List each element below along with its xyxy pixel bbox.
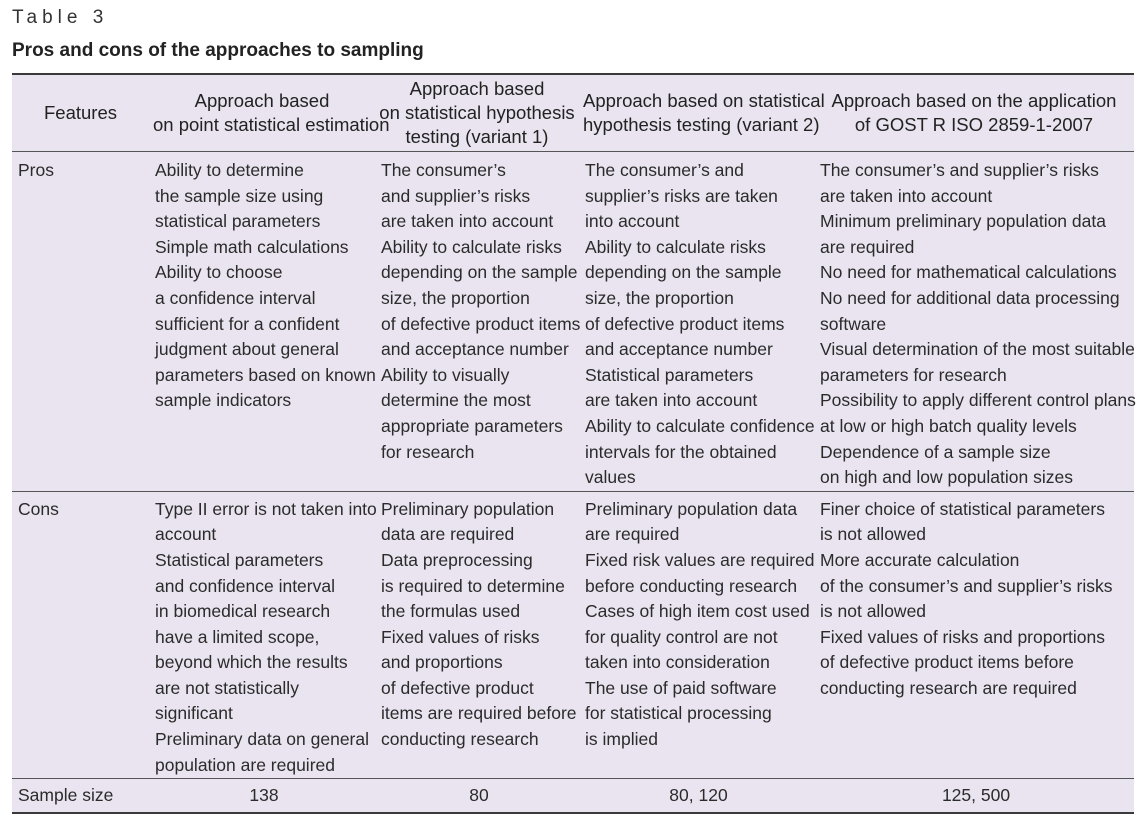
cell-line: Fixed values of risks and proportions — [820, 626, 1105, 647]
cell-line: Fixed values of risks — [381, 626, 540, 647]
cell-line: Ability to calculate confidence — [585, 415, 815, 436]
cell-line: sufficient for a confident — [155, 313, 340, 334]
cell-line: Ability to calculate risks — [585, 236, 766, 257]
cell-line: determine the most — [381, 390, 531, 411]
cell-line: the formulas used — [381, 601, 521, 622]
cell-line: items are required before — [381, 703, 577, 724]
row-label-sample-size: Sample size — [18, 784, 114, 805]
header-hypothesis-v1 — [375, 74, 579, 152]
table-row-cons — [12, 491, 1134, 779]
cell-line: Type II error is not taken into — [155, 498, 377, 519]
cell-line: Ability to calculate risks — [381, 236, 562, 257]
header-features — [12, 74, 149, 152]
sample-size-gost: 125, 500 — [941, 784, 1011, 805]
cell-line: Finer choice of statistical parameters — [820, 498, 1105, 519]
header-hypothesis-v2 — [579, 74, 825, 152]
cell-line: Cases of high item cost used — [585, 601, 810, 622]
cell-line: of defective product — [381, 677, 534, 698]
cell-cons-hypothesis-v1 — [375, 491, 579, 779]
header-point-estimation — [149, 74, 390, 152]
cell-line: Ability to choose — [155, 262, 283, 283]
cell-line: size, the proportion — [585, 287, 734, 308]
sample-size-hypothesis-v1: 80 — [469, 784, 489, 805]
cell-line: hypothesis testing (variant 2) — [583, 114, 820, 135]
row-label-cons: Cons — [12, 491, 149, 779]
table-title: Pros and cons of the approaches to sampling — [12, 40, 424, 61]
cell-line: are required — [820, 236, 915, 257]
cell-cons-hypothesis-v2 — [579, 491, 814, 779]
cell-line: depending on the sample — [381, 262, 578, 283]
cell-line: for research — [381, 441, 475, 462]
cell-line: Features — [43, 102, 117, 123]
cell-line: and proportions — [381, 652, 503, 673]
cell-line: Simple math calculations — [155, 236, 349, 257]
cell-line: Preliminary population — [381, 498, 555, 519]
cell-line: conducting research are required — [820, 677, 1077, 698]
cell-line: in biomedical research — [155, 601, 331, 622]
cell-line: at low or high batch quality levels — [820, 415, 1077, 436]
cell-line: Approach based on statistical — [583, 90, 825, 111]
cell-line: Preliminary population data — [585, 498, 798, 519]
cell-line: judgment about general — [155, 339, 339, 360]
cell-line: testing (variant 1) — [405, 126, 549, 147]
cell-line: parameters for research — [820, 364, 1007, 385]
cell-line: account — [155, 524, 217, 545]
cell-line: parameters based on known — [155, 364, 376, 385]
cell-line: sample indicators — [155, 390, 292, 411]
cell-pros-gost — [814, 152, 1134, 492]
cell-line: No need for additional data processing — [820, 287, 1120, 308]
cell-line: before conducting research — [585, 575, 798, 596]
sample-size-hypothesis-v2: 80, 120 — [669, 784, 728, 805]
cell-pros-point-estimation — [149, 152, 375, 492]
cell-line: Ability to determine — [155, 160, 304, 180]
cell-pros-hypothesis-v1 — [375, 152, 579, 492]
cell-line: of defective product items before — [820, 652, 1074, 673]
cell-line: and acceptance number — [381, 339, 569, 360]
table-label: Table 3 — [12, 7, 109, 28]
cell-line: Minimum preliminary population data — [820, 211, 1106, 232]
cell-line: have a limited scope, — [155, 626, 320, 647]
cell-line: are taken into account — [820, 185, 993, 206]
cell-cons-point-estimation — [149, 491, 375, 779]
cell-line: Ability to visually — [381, 364, 510, 385]
cell-line: is implied — [585, 729, 658, 750]
cell-line: values — [585, 467, 636, 488]
cell-line: Dependence of a sample size — [820, 441, 1051, 462]
sample-size-point-estimation: 138 — [249, 784, 279, 805]
cell-line: and confidence interval — [155, 575, 335, 596]
header-gost — [814, 74, 1134, 152]
cell-pros-hypothesis-v2 — [579, 152, 814, 492]
cell-line: The consumer’s and supplier’s risks — [820, 160, 1099, 180]
cell-line: on statistical hypothesis — [379, 102, 575, 123]
cell-line: The consumer’s and — [585, 160, 744, 180]
cell-line: Possibility to apply different control plans — [820, 390, 1136, 411]
cell-line: Approach based — [409, 78, 545, 99]
cell-line: significant — [155, 703, 233, 724]
cell-line: supplier’s risks are taken — [585, 185, 778, 206]
table-row-sample-size — [12, 779, 1134, 814]
cell-line: of GOST R ISO 2859-1-2007 — [854, 114, 1094, 135]
comparison-table — [12, 73, 1134, 814]
cell-line: Preliminary data on general — [155, 729, 370, 750]
cell-line: data are required — [381, 524, 515, 545]
header-row — [12, 74, 1134, 152]
cell-line: on high and low population sizes — [820, 467, 1073, 488]
cell-line: and acceptance number — [585, 339, 773, 360]
cell-line: conducting research — [381, 729, 539, 750]
row-label-pros: Pros — [12, 152, 149, 492]
cell-line: on point statistical estimation — [153, 114, 390, 135]
cell-line: for quality control are not — [585, 626, 778, 647]
cell-cons-gost — [814, 491, 1134, 779]
cell-line: appropriate parameters — [381, 415, 563, 436]
cell-line: Fixed risk values are required — [585, 549, 815, 570]
cell-line: a confidence interval — [155, 287, 316, 308]
cell-line: statistical parameters — [155, 211, 321, 232]
table-row-pros — [12, 152, 1134, 492]
cell-line: size, the proportion — [381, 287, 530, 308]
cell-line: of the consumer’s and supplier’s risks — [820, 575, 1113, 596]
cell-line: is required to determine — [381, 575, 565, 596]
cell-line: Visual determination of the most suitable — [820, 339, 1135, 360]
cell-line: and supplier’s risks — [381, 185, 531, 206]
cell-line: Data preprocessing — [381, 549, 533, 570]
cell-line: for statistical processing — [585, 703, 772, 724]
cell-line: Approach based — [194, 90, 330, 111]
cell-line: is not allowed — [820, 524, 927, 545]
cell-line: taken into consideration — [585, 652, 770, 673]
cell-line: population are required — [155, 754, 335, 775]
cell-line: are required — [585, 524, 680, 545]
cell-line: More accurate calculation — [820, 549, 1020, 570]
cell-line: of defective product items — [585, 313, 785, 334]
cell-line: No need for mathematical calculations — [820, 262, 1117, 283]
cell-line: The use of paid software — [585, 677, 777, 698]
cell-line: are taken into account — [381, 211, 554, 232]
cell-line: of defective product items — [381, 313, 581, 334]
cell-line: The consumer’s — [381, 160, 506, 180]
cell-line: Statistical parameters — [585, 364, 754, 385]
cell-line: are taken into account — [585, 390, 758, 411]
cell-line: into account — [585, 211, 680, 232]
cell-line: is not allowed — [820, 601, 927, 622]
cell-line: Statistical parameters — [155, 549, 324, 570]
cell-line: the sample size using — [155, 185, 324, 206]
cell-line: Approach based on the application — [831, 90, 1117, 111]
cell-line: intervals for the obtained — [585, 441, 777, 462]
cell-line: are not statistically — [155, 677, 299, 698]
cell-line: beyond which the results — [155, 652, 348, 673]
cell-line: depending on the sample — [585, 262, 782, 283]
cell-line: software — [820, 313, 887, 334]
